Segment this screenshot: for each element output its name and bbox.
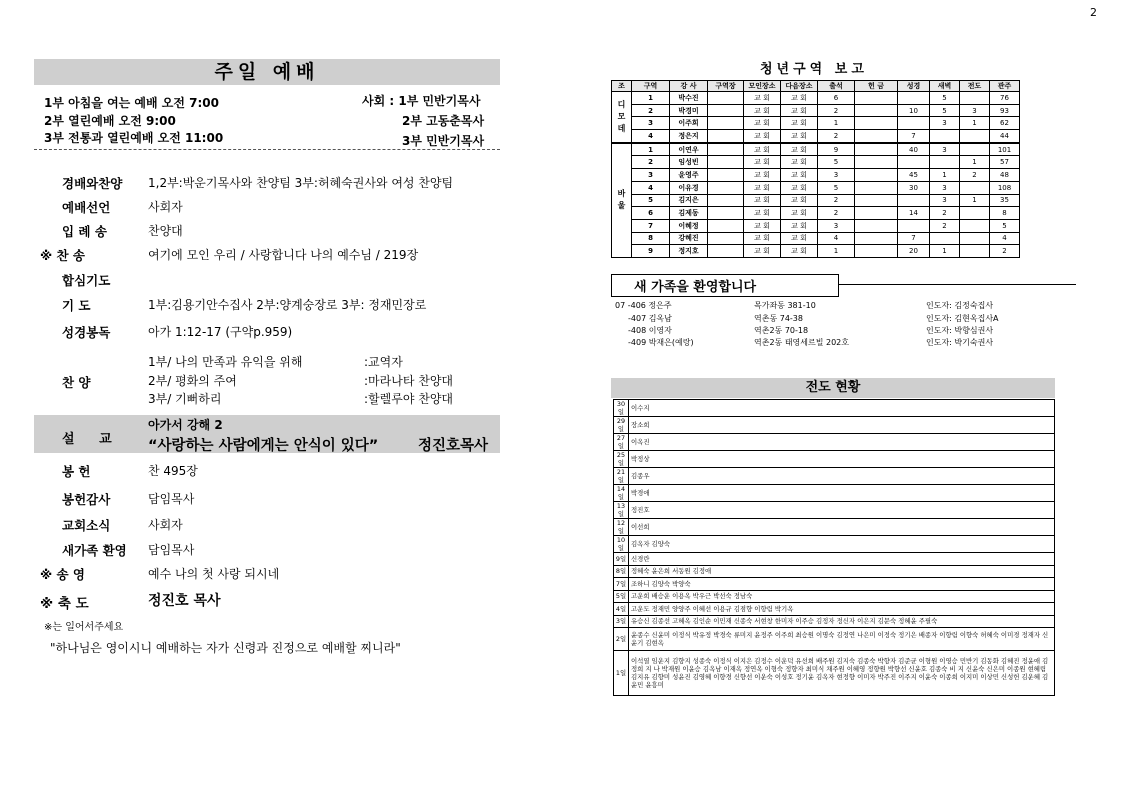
report-cell [855, 92, 898, 105]
evangelism-row [614, 485, 1055, 502]
evangelism-row [614, 603, 1055, 616]
report-cell [708, 245, 744, 258]
report-header-cell: 헌 금 [855, 81, 898, 92]
report-cell: 93 [990, 104, 1020, 117]
report-header-cell: 전도 [960, 81, 990, 92]
evangelism-day: 27일 [614, 434, 629, 451]
report-cell: 교 회 [781, 194, 818, 207]
report-cell: 5 [930, 92, 960, 105]
evangelism-names: 장소희 [629, 417, 1055, 434]
report-cell: 45 [898, 169, 930, 182]
youth-report-table [611, 80, 1020, 258]
order-value: 사회자 [148, 518, 183, 532]
sermon-title: “사랑하는 사람에게는 안식이 있다” [148, 438, 379, 454]
report-cell: 9 [632, 245, 670, 258]
report-cell [708, 104, 744, 117]
report-row [612, 232, 1020, 245]
report-cell [855, 194, 898, 207]
report-header-cell: 조 [612, 81, 632, 92]
order-value: 사회자 [148, 200, 183, 214]
report-cell [855, 143, 898, 156]
report-cell: 14 [898, 207, 930, 220]
report-cell: 교 회 [781, 92, 818, 105]
report-cell [855, 219, 898, 232]
report-cell: 정지호 [670, 245, 708, 258]
report-header-cell: 강 사 [670, 81, 708, 92]
report-cell: 정은지 [670, 130, 708, 143]
report-cell [708, 194, 744, 207]
service-3-name: 3부 전통과 열린예배 오전 11:00 [44, 131, 224, 145]
report-cell [960, 130, 990, 143]
order-value: 여기에 모인 우리 / 사랑합니다 나의 예수님 / 219장 [148, 248, 419, 262]
evangelism-day: 10일 [614, 536, 629, 553]
new-family-address: 목가좌동 381-10 [754, 301, 816, 310]
order-label: 합심기도 [62, 273, 111, 288]
order-label: 교회소식 [62, 518, 111, 533]
service-2-name: 2부 열린예배 오전 9:00 [44, 114, 176, 128]
report-cell: 교 회 [744, 117, 781, 130]
report-cell: 교 회 [781, 232, 818, 245]
praise-part: 2부/ 평화의 주여 [148, 374, 237, 388]
evangelism-row [614, 451, 1055, 468]
benediction-value: 정진호 목사 [148, 593, 221, 609]
report-cell: 3 [930, 143, 960, 156]
report-group-name: 바 울 [612, 143, 632, 258]
evangelism-day: 1일 [614, 651, 629, 696]
evangelism-title: 전도 현황 [611, 378, 1055, 398]
report-cell: 1 [960, 117, 990, 130]
new-family-rule [838, 284, 1076, 285]
order-label: ※ 찬 송 [40, 248, 86, 263]
new-family-address: 역촌2동 70-18 [754, 326, 809, 335]
report-cell: 4 [632, 181, 670, 194]
evangelism-day: 5일 [614, 590, 629, 603]
report-cell [855, 181, 898, 194]
report-cell: 2 [960, 169, 990, 182]
report-row [612, 169, 1020, 182]
order-value: 담임목사 [148, 543, 195, 557]
report-cell: 3 [632, 117, 670, 130]
report-cell: 3 [818, 219, 855, 232]
report-cell: 교 회 [744, 194, 781, 207]
report-row [612, 194, 1020, 207]
evangelism-names: 신경란 [629, 553, 1055, 566]
report-cell: 5 [818, 181, 855, 194]
report-cell: 48 [990, 169, 1020, 182]
report-header-cell: 모인장소 [744, 81, 781, 92]
praise-choir: :교역자 [364, 355, 403, 369]
report-cell: 교 회 [744, 104, 781, 117]
evangelism-day: 29일 [614, 417, 629, 434]
report-cell: 교 회 [781, 117, 818, 130]
report-header-cell: 관주 [990, 81, 1020, 92]
evangelism-names: 김종우 [629, 468, 1055, 485]
service-2-presider: 2부 고동춘목사 [402, 114, 485, 128]
report-cell: 6 [818, 92, 855, 105]
evangelism-names: 이석열 임운지 김향지 성종숙 이정식 이지은 김정수 이운덕 유선희 배주원 김지숙 김종숙 박향자 김준균 이형원 이영승 민반기 김동화 김혜진 정윤애 김정희 지 나 박재원 이윤승 김옥남 이재옥 정연옥 이형숙 정향자 최미식 채주원 이혜영 정향원 박향선 신윤호 김종숙 비 지 신윤숙 신은미 이종원 현혜림 김지유 김향미 성윤진 김영혜 이향경 신향선 이운숙 이성호 정기윤 김옥자 현정향 이미자 박주진 이주지 이윤숙 이종희 이지미 이상민 신성헌 김운혜 김윤민 윤흥미 [629, 651, 1055, 696]
praise-choir: :할렐루야 찬양대 [364, 392, 454, 406]
evangelism-names: 고운희 배승운 이용옥 박우근 박선숙 정남숙 [629, 590, 1055, 603]
new-family-guide: 인도자: 박기숙권사 [926, 338, 994, 347]
order-value: 찬 495장 [148, 464, 198, 478]
report-cell: 5 [818, 156, 855, 169]
report-cell [930, 156, 960, 169]
report-cell: 5 [990, 219, 1020, 232]
report-cell [898, 194, 930, 207]
report-header-cell: 새벽 [930, 81, 960, 92]
report-cell: 4 [990, 232, 1020, 245]
order-value: 1부:김용기안수집사 2부:양계숭장로 3부: 정재민장로 [148, 298, 427, 312]
report-cell: 교 회 [781, 156, 818, 169]
report-cell: 교 회 [781, 245, 818, 258]
report-cell: 교 회 [744, 92, 781, 105]
report-cell: 1 [930, 245, 960, 258]
evangelism-names: 이선희 [629, 519, 1055, 536]
report-cell: 44 [990, 130, 1020, 143]
evangelism-day: 21일 [614, 468, 629, 485]
report-cell: 교 회 [744, 245, 781, 258]
report-cell: 3 [960, 104, 990, 117]
evangelism-row [614, 615, 1055, 628]
report-cell [855, 232, 898, 245]
report-cell [708, 181, 744, 194]
report-cell [898, 156, 930, 169]
worship-title: 주일 예배 [34, 59, 500, 85]
evangelism-names: 박경애 [629, 485, 1055, 502]
new-family-address: 역촌2동 태영세르빌 202호 [754, 338, 849, 347]
evangelism-day: 12일 [614, 519, 629, 536]
report-cell: 교 회 [781, 181, 818, 194]
order-label: 봉헌감사 [62, 492, 111, 507]
evangelism-names: 윤종수 신윤미 이정식 박유정 박경숙 류미지 윤정주 이주희 최승원 이명숙 김정연 나은미 이정숙 정기은 배종자 이향림 이향숙 허혜숙 이미경 정재자 신윤기 김현옥 [629, 628, 1055, 651]
report-cell: 이주희 [670, 117, 708, 130]
evangelism-names: 조하니 김양숙 박양숙 [629, 578, 1055, 591]
report-cell: 101 [990, 143, 1020, 156]
new-family-guide: 인도자: 박향심권사 [926, 326, 994, 335]
evangelism-day: 8일 [614, 565, 629, 578]
report-cell: 교 회 [781, 104, 818, 117]
report-cell: 20 [898, 245, 930, 258]
order-value: 찬양대 [148, 224, 183, 238]
report-cell: 교 회 [744, 169, 781, 182]
new-family-id: 07 -406 정은주 [615, 301, 672, 310]
report-cell: 2 [990, 245, 1020, 258]
standing-note: ※는 일어서주세요 [44, 622, 124, 633]
report-cell [960, 181, 990, 194]
evangelism-names: 이옥진 [629, 434, 1055, 451]
report-cell: 이혜정 [670, 219, 708, 232]
evangelism-row [614, 519, 1055, 536]
evangelism-row [614, 651, 1055, 696]
report-cell: 김제동 [670, 207, 708, 220]
report-cell [708, 219, 744, 232]
sermon-label: 설 교 [62, 432, 122, 447]
report-cell [855, 117, 898, 130]
report-cell [898, 219, 930, 232]
report-cell [898, 92, 930, 105]
report-row [612, 117, 1020, 130]
report-cell: 교 회 [744, 130, 781, 143]
report-cell [960, 92, 990, 105]
report-cell: 박경미 [670, 104, 708, 117]
report-cell: 교 회 [744, 219, 781, 232]
report-cell [708, 92, 744, 105]
report-header-cell: 구역장 [708, 81, 744, 92]
order-label: 기 도 [62, 298, 91, 313]
evangelism-names: 박정상 [629, 451, 1055, 468]
report-cell: 3 [930, 117, 960, 130]
evangelism-day: 9일 [614, 553, 629, 566]
report-header-cell: 출석 [818, 81, 855, 92]
service-3-presider: 3부 민반기목사 [402, 134, 485, 148]
order-label: 경배와찬양 [62, 176, 123, 191]
report-cell: 30 [898, 181, 930, 194]
report-cell: 교 회 [781, 207, 818, 220]
report-cell [708, 117, 744, 130]
praise-choir: :마라나타 찬양대 [364, 374, 454, 388]
evangelism-row [614, 565, 1055, 578]
report-cell [960, 245, 990, 258]
report-cell: 교 회 [781, 169, 818, 182]
new-family-guide: 인도자: 김현옥집사A [926, 314, 999, 323]
report-cell: 8 [632, 232, 670, 245]
report-cell [930, 130, 960, 143]
report-header-cell: 성경 [898, 81, 930, 92]
report-cell [960, 143, 990, 156]
report-cell: 8 [990, 207, 1020, 220]
report-cell: 2 [930, 219, 960, 232]
report-cell: 1 [632, 92, 670, 105]
report-cell: 김지은 [670, 194, 708, 207]
report-cell: 9 [818, 143, 855, 156]
report-cell: 임성빈 [670, 156, 708, 169]
report-cell: 교 회 [781, 130, 818, 143]
report-cell: 교 회 [781, 143, 818, 156]
new-family-id: -409 박재은(예랑) [628, 338, 694, 347]
evangelism-names: 정혜숙 윤은희 서동원 김정애 [629, 565, 1055, 578]
order-label: 예배선언 [62, 200, 111, 215]
evangelism-row [614, 553, 1055, 566]
report-cell: 교 회 [744, 181, 781, 194]
report-cell: 2 [632, 104, 670, 117]
report-cell: 교 회 [744, 156, 781, 169]
report-cell: 7 [898, 130, 930, 143]
report-cell: 2 [632, 156, 670, 169]
new-family-address: 역촌동 74-38 [754, 314, 803, 323]
evangelism-row [614, 628, 1055, 651]
youth-report-title: 청년구역 보고 [760, 62, 868, 77]
report-cell [855, 130, 898, 143]
report-cell: 1 [632, 143, 670, 156]
report-cell: 4 [818, 232, 855, 245]
report-cell: 이유경 [670, 181, 708, 194]
report-cell [898, 117, 930, 130]
report-cell: 2 [818, 104, 855, 117]
new-family-id: -408 이영자 [628, 326, 672, 335]
praise-part: 1부/ 나의 만족과 유익을 위해 [148, 355, 303, 369]
report-cell: 57 [990, 156, 1020, 169]
report-cell: 교 회 [744, 207, 781, 220]
report-cell: 62 [990, 117, 1020, 130]
evangelism-names: 정진호 [629, 502, 1055, 519]
report-cell: 7 [632, 219, 670, 232]
new-family-id: -407 김옥남 [628, 314, 672, 323]
report-cell: 10 [898, 104, 930, 117]
evangelism-row [614, 502, 1055, 519]
report-cell: 1 [818, 117, 855, 130]
report-cell [708, 130, 744, 143]
report-cell [960, 219, 990, 232]
report-row [612, 130, 1020, 143]
order-label: ※ 송 영 [40, 567, 86, 582]
order-label: 성경봉독 [62, 325, 111, 340]
evangelism-day: 7일 [614, 578, 629, 591]
report-cell [708, 207, 744, 220]
report-cell: 1 [960, 156, 990, 169]
order-value: 아가 1:12-17 (구약p.959) [148, 325, 293, 339]
report-cell: 교 회 [744, 143, 781, 156]
service-1-presider: 사회 : 1부 민반기목사 [362, 94, 481, 108]
evangelism-names: 고운도 정재민 양양주 이혜선 이용규 김점향 이향림 박기옥 [629, 603, 1055, 616]
report-cell: 108 [990, 181, 1020, 194]
evangelism-names: 이수지 [629, 400, 1055, 417]
report-cell [930, 232, 960, 245]
evangelism-day: 25일 [614, 451, 629, 468]
order-label: 새가족 환영 [62, 543, 127, 558]
report-header-cell: 다음장소 [781, 81, 818, 92]
evangelism-table [613, 399, 1055, 696]
report-cell [855, 207, 898, 220]
evangelism-row [614, 578, 1055, 591]
evangelism-day: 3일 [614, 615, 629, 628]
report-cell: 3 [818, 169, 855, 182]
report-cell: 3 [632, 169, 670, 182]
sermon-preacher: 정진호목사 [418, 438, 489, 454]
report-cell [855, 169, 898, 182]
order-value: 예수 나의 첫 사랑 되시네 [148, 567, 280, 581]
order-label: 입 례 송 [62, 224, 107, 239]
report-row [612, 143, 1020, 156]
praise-part: 3부/ 기뻐하리 [148, 392, 222, 406]
report-row [612, 92, 1020, 105]
report-cell: 5 [632, 194, 670, 207]
service-1-name: 1부 아침을 여는 예배 오전 7:00 [44, 96, 220, 110]
report-cell [855, 104, 898, 117]
evangelism-day: 4일 [614, 603, 629, 616]
evangelism-row [614, 417, 1055, 434]
report-cell [960, 232, 990, 245]
report-cell: 5 [930, 104, 960, 117]
report-cell: 1 [930, 169, 960, 182]
report-cell: 1 [960, 194, 990, 207]
scripture-verse: "하나님은 영이시니 예배하는 자가 신령과 진정으로 예배할 찌니라" [50, 641, 401, 655]
sermon-series: 아가서 강해 2 [148, 418, 223, 432]
evangelism-day: 13일 [614, 502, 629, 519]
evangelism-row [614, 468, 1055, 485]
report-cell [708, 169, 744, 182]
order-value: 1,2부:박운기목사와 찬양팀 3부:허혜숙권사와 여성 찬양팀 [148, 176, 454, 190]
report-cell: 교 회 [744, 232, 781, 245]
report-cell [708, 232, 744, 245]
order-label: ※ 축 도 [40, 596, 89, 612]
evangelism-names: 김옥자 김양숙 [629, 536, 1055, 553]
report-cell: 윤영주 [670, 169, 708, 182]
evangelism-row [614, 400, 1055, 417]
report-cell: 2 [818, 207, 855, 220]
report-cell: 교 회 [781, 219, 818, 232]
report-cell: 박수진 [670, 92, 708, 105]
order-value: 담임목사 [148, 492, 195, 506]
evangelism-names: 유승신 김종선 고혜옥 김인순 이민재 신종숙 서현창 한미자 이주승 김정자 정신자 이은지 김문숙 정혜윤 주필숙 [629, 615, 1055, 628]
evangelism-row [614, 536, 1055, 553]
report-group-name: 디 모 데 [612, 92, 632, 143]
report-cell: 3 [930, 194, 960, 207]
report-cell: 1 [818, 245, 855, 258]
report-cell: 2 [930, 207, 960, 220]
report-cell: 7 [898, 232, 930, 245]
evangelism-day: 2일 [614, 628, 629, 651]
new-family-title: 새 가족을 환영합니다 [634, 280, 757, 295]
report-cell: 강혜진 [670, 232, 708, 245]
new-family-guide: 인도자: 김정숙집사 [926, 301, 994, 310]
report-cell: 3 [930, 181, 960, 194]
report-row [612, 245, 1020, 258]
report-cell: 이연우 [670, 143, 708, 156]
report-cell [960, 207, 990, 220]
report-cell [855, 156, 898, 169]
evangelism-day: 30일 [614, 400, 629, 417]
report-cell: 6 [632, 207, 670, 220]
dotted-divider [34, 149, 500, 150]
evangelism-row [614, 434, 1055, 451]
report-row [612, 207, 1020, 220]
evangelism-row [614, 590, 1055, 603]
report-cell [708, 156, 744, 169]
report-cell: 76 [990, 92, 1020, 105]
report-header-cell: 구역 [632, 81, 670, 92]
evangelism-day: 14일 [614, 485, 629, 502]
report-cell: 2 [818, 194, 855, 207]
report-cell: 4 [632, 130, 670, 143]
order-label: 봉 헌 [62, 464, 91, 479]
report-row [612, 181, 1020, 194]
report-cell [855, 245, 898, 258]
report-row [612, 219, 1020, 232]
report-cell: 2 [818, 130, 855, 143]
report-cell: 40 [898, 143, 930, 156]
report-row [612, 156, 1020, 169]
report-row [612, 104, 1020, 117]
praise-label: 찬 양 [62, 375, 91, 390]
page-number: 2 [1090, 6, 1097, 19]
report-cell: 35 [990, 194, 1020, 207]
report-cell [708, 143, 744, 156]
